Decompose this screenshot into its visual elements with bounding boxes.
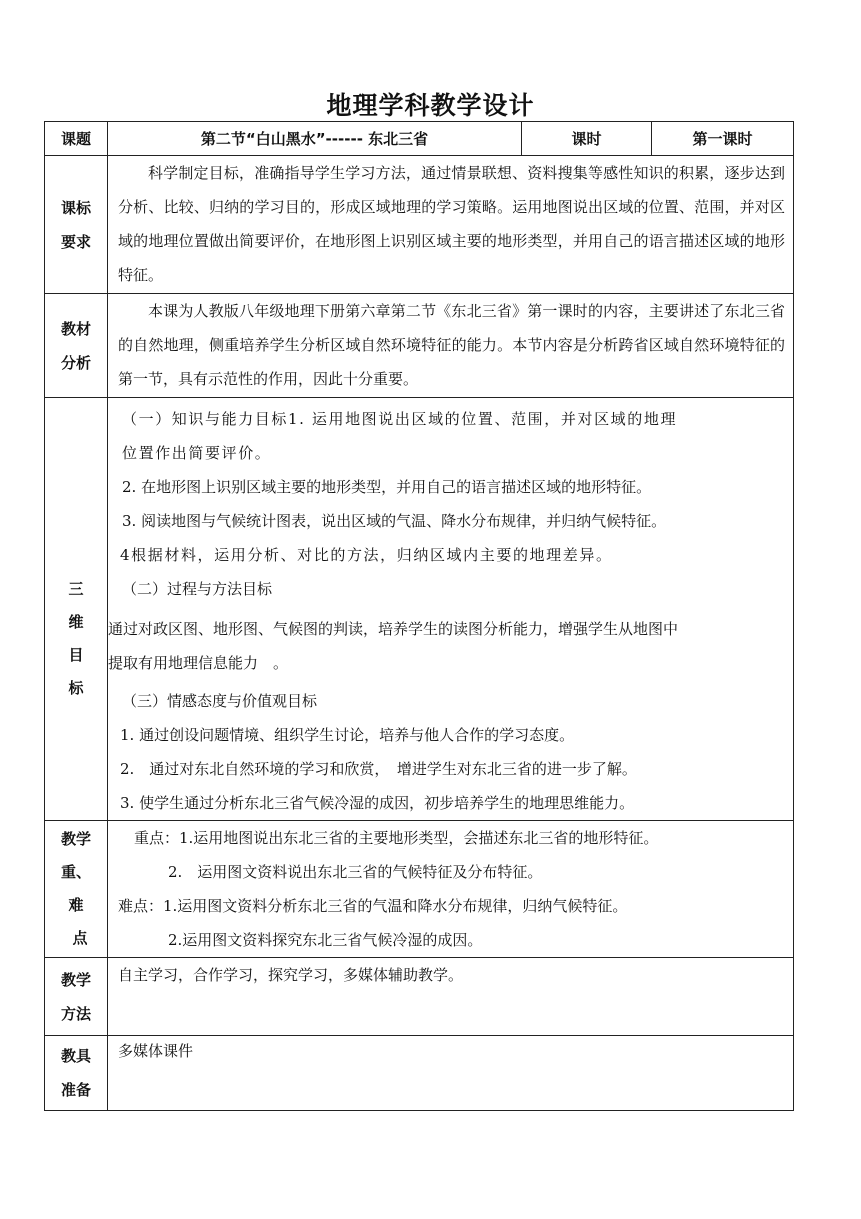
knowledge-item4: 4根据材料，运用分析、对比的方法，归纳区域内主要的地理差异。	[120, 546, 613, 564]
methods-label-line2: 方法	[60, 1004, 91, 1023]
tools-row	[45, 1036, 794, 1111]
methods-label-line1: 教学	[60, 970, 91, 989]
goals-label-char2: 维	[68, 613, 84, 631]
key-points-content	[108, 821, 794, 958]
period-label: 课时	[522, 122, 652, 156]
goals-label-char1: 三	[68, 580, 84, 598]
standards-row	[45, 156, 794, 294]
key-point-line2: 2. 运用图文资料说出东北三省的气候特征及分布特征。	[168, 863, 543, 881]
knowledge-heading: （一）知识与能力目标1. 运用地图说出区域的位置、范围，并对区域的地理	[122, 410, 678, 428]
key-points-label-line3: 难	[68, 896, 84, 914]
process-line2: 提取有用地理信息能力 。	[108, 654, 289, 672]
methods-content	[108, 958, 794, 1036]
knowledge-item1-cont: 位置作出简要评价。	[122, 444, 272, 462]
analysis-content	[108, 294, 794, 398]
knowledge-item2: 2. 在地形图上识别区域主要的地形类型，并用自己的语言描述区域的地形特征。	[122, 478, 652, 496]
standards-text: 科学制定目标，准确指导学生学习方法，通过情景联想、资料搜集等感性知识的积累，逐步达到分析、比较、归纳的学习目的，形成区域地理的学习策略。运用地图说出区域的位置、范围，并对区域的地理位置做出简要评价，在地形图上识别区域主要的地形类型，并用自己的语言描述区域的地形特征。	[118, 164, 785, 284]
analysis-label-line1: 教材	[60, 319, 91, 338]
emotion-item2: 2. 通过对东北自然环境的学习和欣赏， 增进学生对东北三省的进一步了解。	[120, 760, 637, 778]
standards-label-line2: 要求	[60, 232, 91, 251]
key-points-label	[45, 821, 108, 958]
topic-value: 第二节“白山黑水”------ 东北三省	[108, 122, 522, 156]
goals-content	[108, 398, 794, 821]
key-points-label-line1: 教学	[60, 830, 91, 848]
period-value: 第一课时	[652, 122, 794, 156]
methods-label	[45, 958, 108, 1036]
tools-text: 多媒体课件	[118, 1042, 194, 1060]
goals-label	[45, 398, 108, 821]
emotion-heading: （三）情感态度与价值观目标	[122, 692, 318, 710]
analysis-text: 本课为人教版八年级地理下册第六章第二节《东北三省》第一课时的内容，主要讲述了东北三省的自然地理，侧重培养学生分析区域自然环境特征的能力。本节内容是分析跨省区域自然环境特征的第一节，具有示范性的作用，因此十分重要。	[118, 302, 785, 388]
standards-label-line1: 课标	[60, 198, 91, 217]
difficulty-line2: 2.运用图文资料探究东北三省气候冷湿的成因。	[168, 931, 483, 949]
document-title: 地理学科教学设计	[326, 91, 535, 120]
tools-label-line1: 教具	[60, 1047, 91, 1065]
process-line1: 通过对政区图、地形图、气候图的判读，培养学生的读图分析能力，增强学生从地图中	[108, 620, 679, 638]
header-row	[45, 122, 794, 156]
tools-label	[45, 1036, 108, 1111]
goals-label-char4: 标	[68, 679, 84, 697]
goals-row	[45, 398, 794, 821]
process-heading: （二）过程与方法目标	[122, 580, 273, 598]
standards-label	[45, 156, 108, 294]
standards-content	[108, 156, 794, 294]
key-points-label-line2: 重、	[60, 863, 91, 881]
tools-label-line2: 准备	[60, 1081, 91, 1099]
methods-text: 自主学习，合作学习，探究学习，多媒体辅助教学。	[118, 966, 464, 984]
analysis-label	[45, 294, 108, 398]
analysis-row	[45, 294, 794, 398]
methods-row	[45, 958, 794, 1036]
analysis-label-line2: 分析	[60, 353, 91, 372]
tools-content	[108, 1036, 794, 1111]
goals-label-char3: 目	[68, 646, 84, 664]
emotion-item3: 3. 使学生通过分析东北三省气候冷湿的成因，初步培养学生的地理思维能力。	[120, 794, 635, 812]
difficulty-line1: 难点：1.运用图文资料分析东北三省的气温和降水分布规律，归纳气候特征。	[118, 897, 628, 915]
key-points-label-line4: 点	[72, 929, 88, 947]
knowledge-item3: 3. 阅读地图与气候统计图表，说出区域的气温、降水分布规律，并归纳气候特征。	[122, 512, 667, 530]
emotion-item1: 1. 通过创设问题情境、组织学生讨论，培养与他人合作的学习态度。	[120, 726, 575, 744]
topic-label: 课题	[45, 122, 108, 156]
lesson-plan-table	[44, 121, 794, 1111]
key-point-line1: 重点：1.运用地图说出东北三省的主要地形类型，会描述东北三省的地形特征。	[134, 829, 659, 847]
key-points-row	[45, 821, 794, 958]
